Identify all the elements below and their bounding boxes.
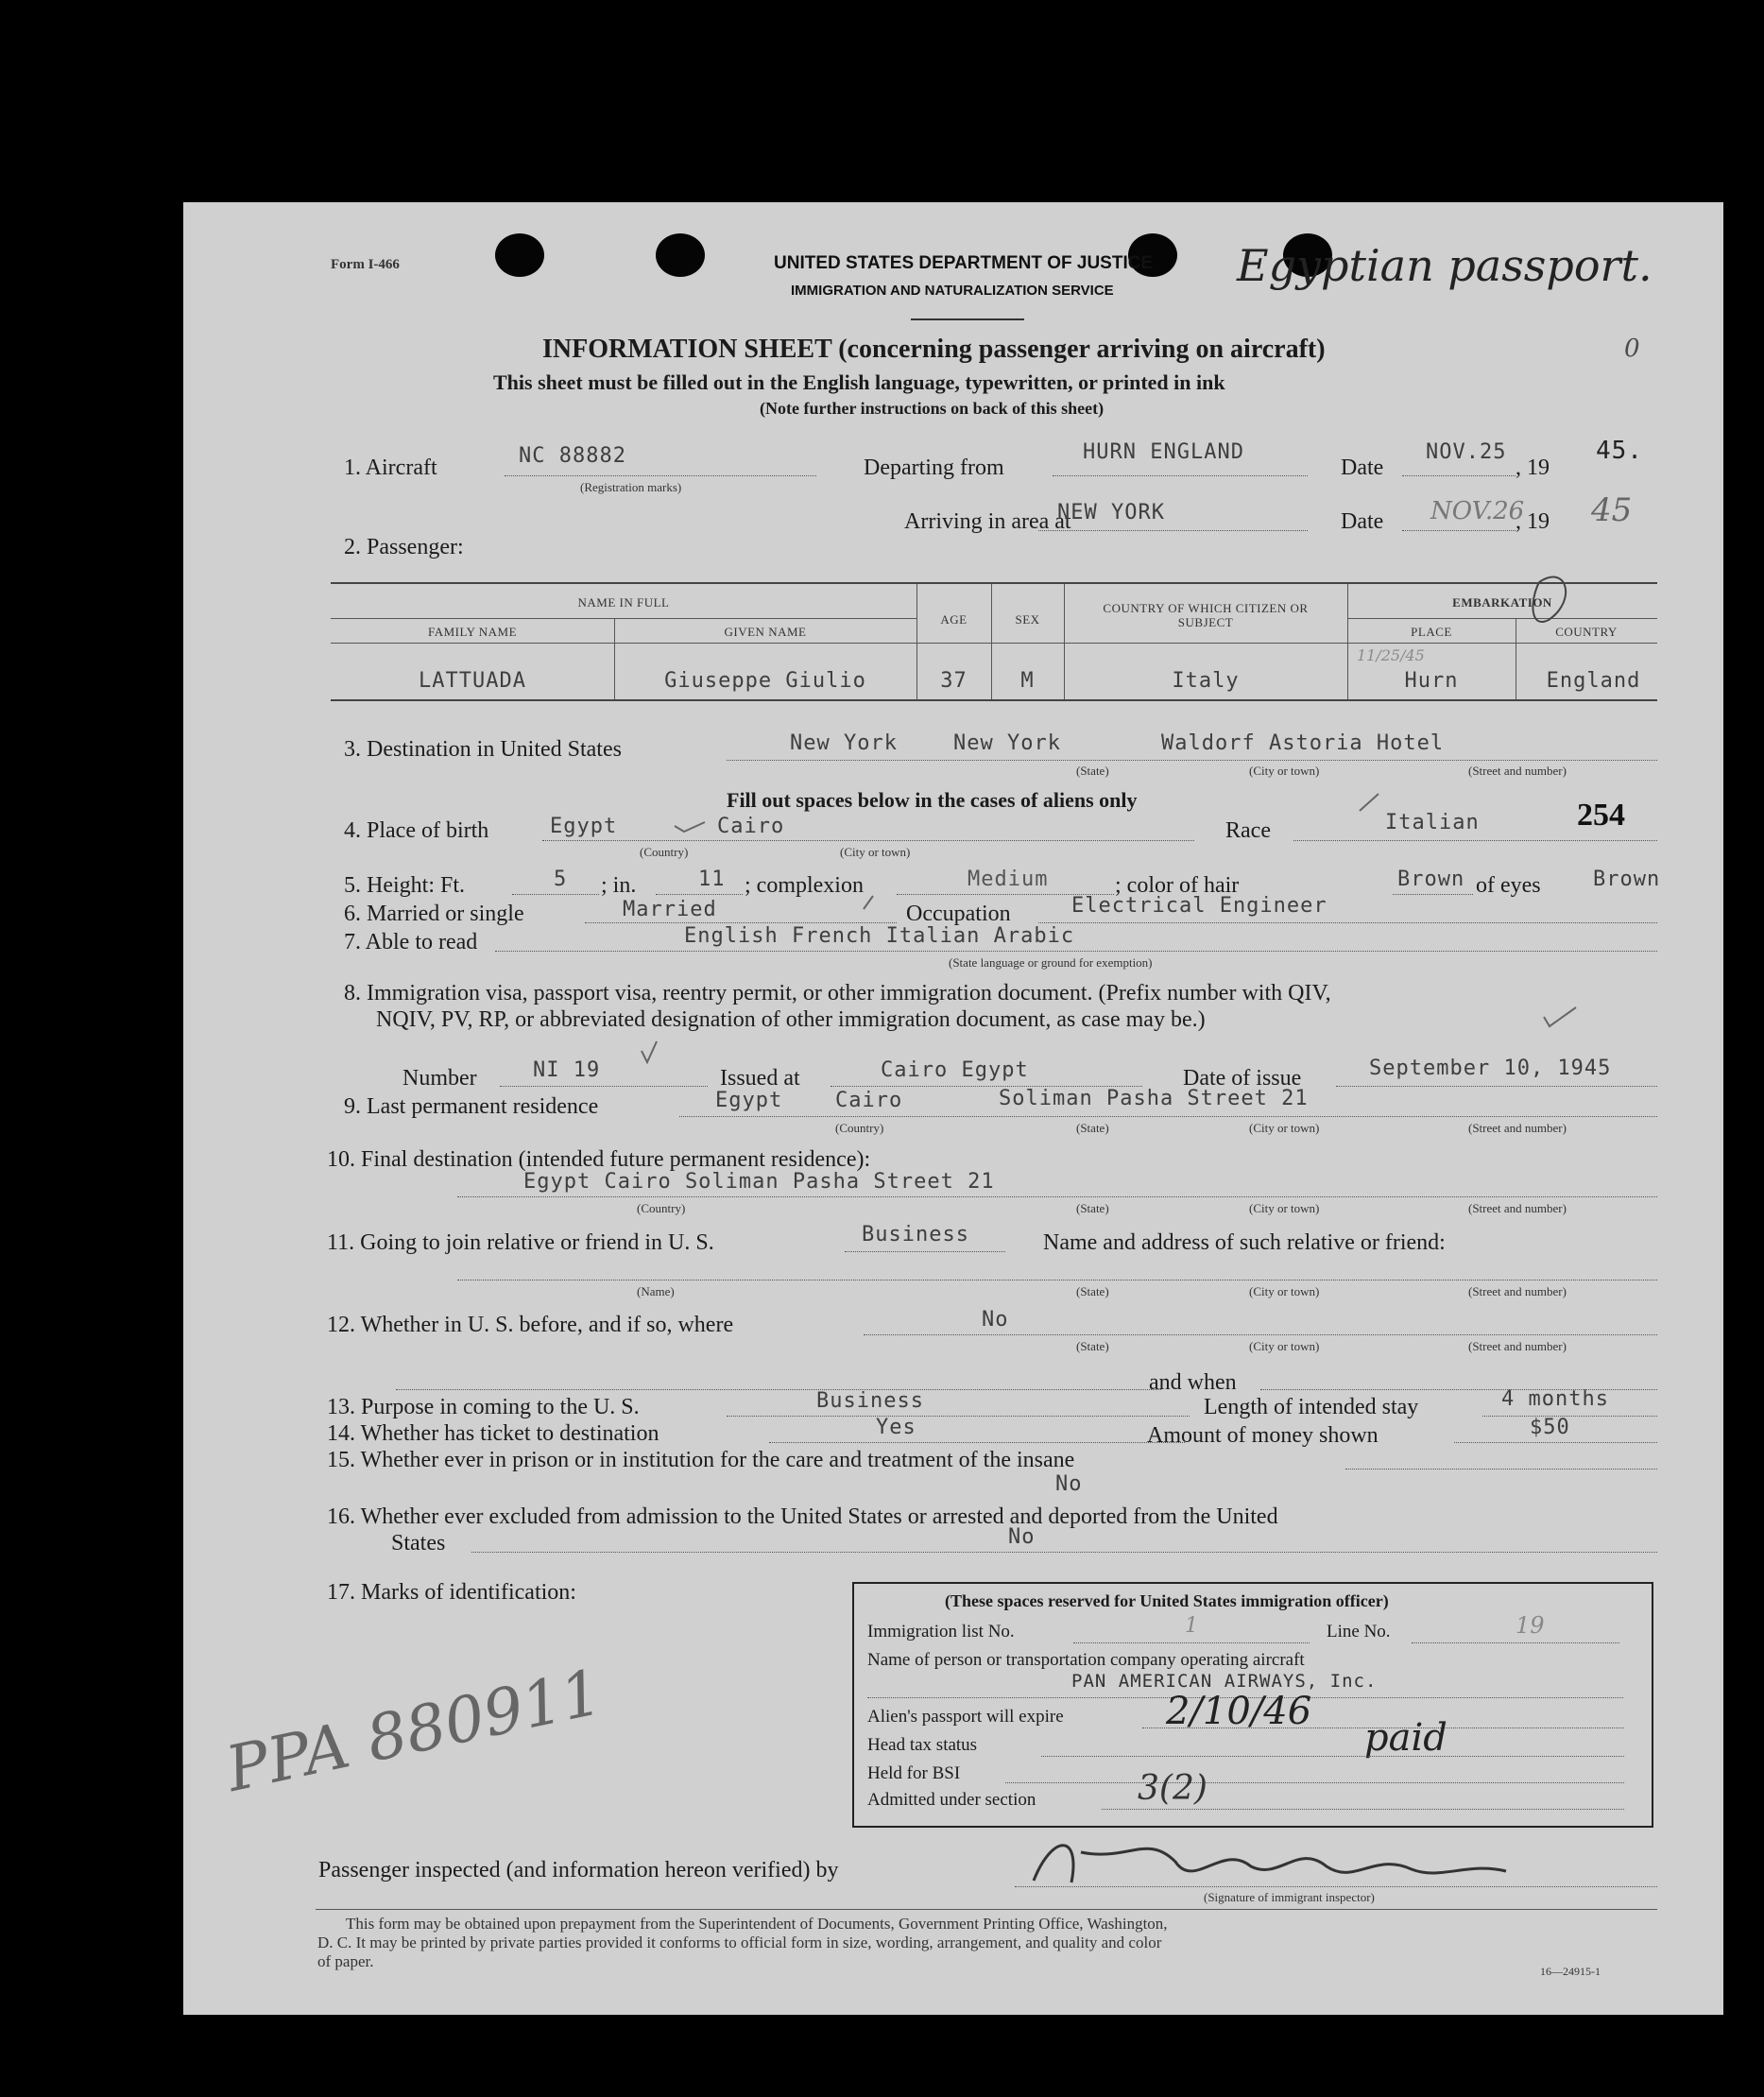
visa-number: NI 19: [533, 1058, 601, 1082]
aircraft-value: NC 88882: [519, 444, 626, 468]
inspected-caption: (Signature of immigrant inspector): [1204, 1890, 1375, 1904]
form-number: Form I-466: [331, 257, 400, 272]
cell-place: Hurn: [1404, 669, 1459, 693]
eyes-value: Brown: [1593, 868, 1661, 891]
join-value: Business: [862, 1223, 969, 1246]
destination-state: New York: [790, 731, 898, 755]
money-label: Amount of money shown: [1147, 1423, 1379, 1448]
fd-cap-country: (Country): [637, 1201, 686, 1215]
issued-value: Cairo Egypt: [881, 1058, 1029, 1082]
join-cap-state: (State): [1076, 1284, 1109, 1298]
destination-street: Waldorf Astoria Hotel: [1161, 731, 1445, 755]
officer-box-title: (These spaces reserved for United States immigration officer): [945, 1591, 1389, 1610]
issue-date-label: Date of issue: [1183, 1066, 1302, 1091]
line-label: Line No.: [1327, 1622, 1391, 1642]
date-value: NOV.25: [1426, 440, 1507, 464]
passport-value: 2/10/46: [1166, 1690, 1312, 1733]
read-value: English French Italian Arabic: [684, 924, 1075, 948]
hand-date: 11/25/45: [1357, 646, 1425, 664]
hair-label: ; color of hair: [1115, 873, 1240, 898]
inspected-label: Passenger inspected (and information hereon verified) by: [318, 1858, 839, 1882]
arriving-value: NEW YORK: [1057, 501, 1165, 524]
company-label: Name of person or transportation company operating aircraft: [867, 1650, 1305, 1670]
height-ft: 5: [554, 868, 568, 891]
res-cap-country: (Country): [835, 1121, 884, 1135]
race-value: Italian: [1385, 811, 1480, 834]
list-label: Immigration list No.: [867, 1622, 1015, 1642]
aliens-note: Fill out spaces below in the cases of aliens only: [727, 788, 1138, 812]
in-label: ; in.: [601, 873, 637, 898]
visa-label: 8. Immigration visa, passport visa, reentry permit, or other immigration document. (Prefix number with QIV,: [344, 981, 1331, 1006]
marks-label: 17. Marks of identification:: [327, 1580, 576, 1605]
cell-family-name: LATTUADA: [419, 669, 526, 693]
birth-country: Egypt: [550, 815, 618, 838]
cell-sex: M: [1020, 669, 1035, 693]
corner-mark: 0: [1624, 335, 1640, 363]
th-given-name: GIVEN NAME: [724, 625, 807, 639]
cell-emb-country: England: [1546, 669, 1641, 693]
cell-country: Italy: [1172, 669, 1240, 693]
final-dest-value: Egypt Cairo Soliman Pasha Street 21: [523, 1170, 995, 1194]
admitted-value: 3(2): [1138, 1769, 1207, 1808]
join-cap-street: (Street and number): [1468, 1284, 1567, 1298]
hair-value: Brown: [1397, 868, 1465, 891]
arr-date-value: NOV.26: [1430, 497, 1525, 525]
final-dest-label: 10. Final destination (intended future permanent residence):: [327, 1147, 871, 1172]
res-cap-street: (Street and number): [1468, 1121, 1567, 1135]
residence-country: Egypt: [715, 1089, 783, 1112]
visa-label-2: NQIV, PV, RP, or abbreviated designation of other immigration document, as case may be.): [376, 1007, 1206, 1032]
arr-year-value: 45: [1591, 491, 1633, 529]
admitted-label: Admitted under section: [867, 1790, 1036, 1810]
before-cap-city: (City or town): [1249, 1339, 1320, 1353]
stamp-number: 254: [1577, 798, 1625, 833]
aircraft-caption: (Registration marks): [580, 480, 682, 494]
departing-label: Departing from: [864, 455, 1004, 480]
occupation-value: Electrical Engineer: [1071, 894, 1327, 918]
res-cap-state: (State): [1076, 1121, 1109, 1135]
prison-value: No: [1055, 1472, 1083, 1496]
eyes-label: of eyes: [1476, 873, 1541, 898]
birth-cap-country: (Country): [640, 845, 689, 859]
when-label: and when: [1149, 1370, 1237, 1395]
fd-cap-state: (State): [1076, 1201, 1109, 1215]
excluded-value: No: [1008, 1525, 1036, 1549]
check-marks: [183, 202, 1723, 2015]
excluded-label: 16. Whether ever excluded from admission to the United States or arrested and deported from the United: [327, 1504, 1278, 1529]
departing-value: HURN ENGLAND: [1083, 440, 1244, 464]
footer-code: 16—24915-1: [1540, 1965, 1601, 1978]
race-label: Race: [1225, 818, 1271, 843]
prison-label: 15. Whether ever in prison or in institution for the care and treatment of the insane: [327, 1448, 1075, 1472]
year-value: 45.: [1596, 437, 1643, 465]
cap-street: (Street and number): [1468, 764, 1567, 778]
arriving-label: Arriving in area at: [904, 509, 1071, 534]
th-place: PLACE: [1411, 625, 1452, 639]
complexion-label: ; complexion: [745, 873, 864, 898]
residence-street: Soliman Pasha Street 21: [999, 1087, 1309, 1110]
res-cap-city: (City or town): [1249, 1121, 1320, 1135]
th-family-name: FAMILY NAME: [427, 625, 518, 639]
th-name-in-full: NAME IN FULL: [577, 595, 670, 610]
aircraft-label: 1. Aircraft: [344, 455, 437, 480]
year-prefix: , 19: [1516, 455, 1550, 480]
birth-label: 4. Place of birth: [344, 818, 489, 843]
department-name: UNITED STATES DEPARTMENT OF JUSTICE: [774, 253, 1154, 273]
destination-label: 3. Destination in United States: [344, 737, 622, 762]
th-age: AGE: [940, 612, 968, 627]
cell-age: 37: [940, 669, 968, 693]
line-value: 19: [1516, 1612, 1545, 1639]
birth-cap-city: (City or town): [840, 845, 911, 859]
cell-given-name: Giuseppe Giulio: [664, 669, 866, 693]
stay-value: 4 months: [1501, 1387, 1609, 1411]
complexion-value: Medium: [968, 868, 1049, 891]
residence-state: Cairo: [835, 1089, 903, 1112]
read-label: 7. Able to read: [344, 930, 478, 954]
married-value: Married: [623, 898, 717, 921]
height-label: 5. Height: Ft.: [344, 873, 466, 898]
tax-label: Head tax status: [867, 1735, 978, 1755]
form-note: (Note further instructions on back of this sheet): [760, 399, 1105, 418]
issued-label: Issued at: [720, 1066, 800, 1091]
read-caption: (State language or ground for exemption): [949, 955, 1153, 970]
passport-label: Alien's passport will expire: [867, 1707, 1064, 1727]
passenger-label: 2. Passenger:: [344, 535, 464, 559]
marks-handwritten: PPA 880911: [219, 1655, 608, 1806]
join-label: 11. Going to join relative or friend in U. S.: [327, 1230, 714, 1255]
money-value: $50: [1530, 1416, 1570, 1439]
company-value: PAN AMERICAN AIRWAYS, Inc.: [1071, 1671, 1378, 1692]
destination-city: New York: [953, 731, 1061, 755]
ticket-label: 14. Whether has ticket to destination: [327, 1421, 659, 1446]
th-emb-country: COUNTRY: [1555, 625, 1618, 639]
join-cap-city: (City or town): [1249, 1284, 1320, 1298]
join-cap-name: (Name): [637, 1284, 675, 1298]
height-in: 11: [698, 868, 726, 891]
form-title: INFORMATION SHEET (concerning passenger arriving on aircraft): [542, 335, 1326, 364]
handwritten-note: Egyptian passport.: [1237, 240, 1653, 291]
tax-value: paid: [1364, 1716, 1447, 1760]
purpose-label: 13. Purpose in coming to the U. S.: [327, 1395, 640, 1419]
married-label: 6. Married or single: [344, 902, 524, 926]
date-label: Date: [1341, 455, 1384, 480]
footer-line-2: D. C. It may be printed by private parties provided it conforms to official form in size, wording, arrangement, and quality and color: [317, 1934, 1162, 1951]
fd-cap-city: (City or town): [1249, 1201, 1320, 1215]
birth-city: Cairo: [717, 815, 785, 838]
th-country: COUNTRY OF WHICH CITIZEN OR SUBJECT: [1103, 601, 1309, 629]
arr-date-label: Date: [1341, 509, 1384, 534]
occupation-label: Occupation: [906, 902, 1011, 926]
purpose-value: Business: [816, 1389, 924, 1413]
form-instruction: This sheet must be filled out in the English language, typewritten, or printed in ink: [493, 370, 1225, 394]
fd-cap-street: (Street and number): [1468, 1201, 1567, 1215]
join-name-label: Name and address of such relative or friend:: [1043, 1230, 1446, 1255]
th-embarkation: EMBARKATION: [1452, 595, 1552, 610]
visa-number-label: Number: [402, 1066, 477, 1091]
ticket-value: Yes: [876, 1416, 916, 1439]
list-value: 1: [1185, 1614, 1198, 1638]
bsi-label: Held for BSI: [867, 1763, 961, 1783]
cap-state: (State): [1076, 764, 1109, 778]
service-name: IMMIGRATION AND NATURALIZATION SERVICE: [791, 283, 1114, 299]
before-label: 12. Whether in U. S. before, and if so, where: [327, 1313, 734, 1337]
arr-year-prefix: , 19: [1516, 509, 1550, 534]
footer-line-1: This form may be obtained upon prepayment from the Superintendent of Documents, Government Printing Office, Washington,: [346, 1915, 1168, 1933]
cap-city: (City or town): [1249, 764, 1320, 778]
form-sheet: [183, 202, 1723, 2015]
residence-label: 9. Last permanent residence: [344, 1094, 599, 1119]
issue-date-value: September 10, 1945: [1369, 1057, 1612, 1080]
before-cap-street: (Street and number): [1468, 1339, 1567, 1353]
excluded-label-2: States: [391, 1531, 446, 1556]
th-sex: SEX: [1015, 612, 1040, 627]
before-value: No: [982, 1308, 1009, 1332]
stay-label: Length of intended stay: [1204, 1395, 1419, 1419]
footer-line-3: of paper.: [317, 1952, 374, 1970]
before-cap-state: (State): [1076, 1339, 1109, 1353]
